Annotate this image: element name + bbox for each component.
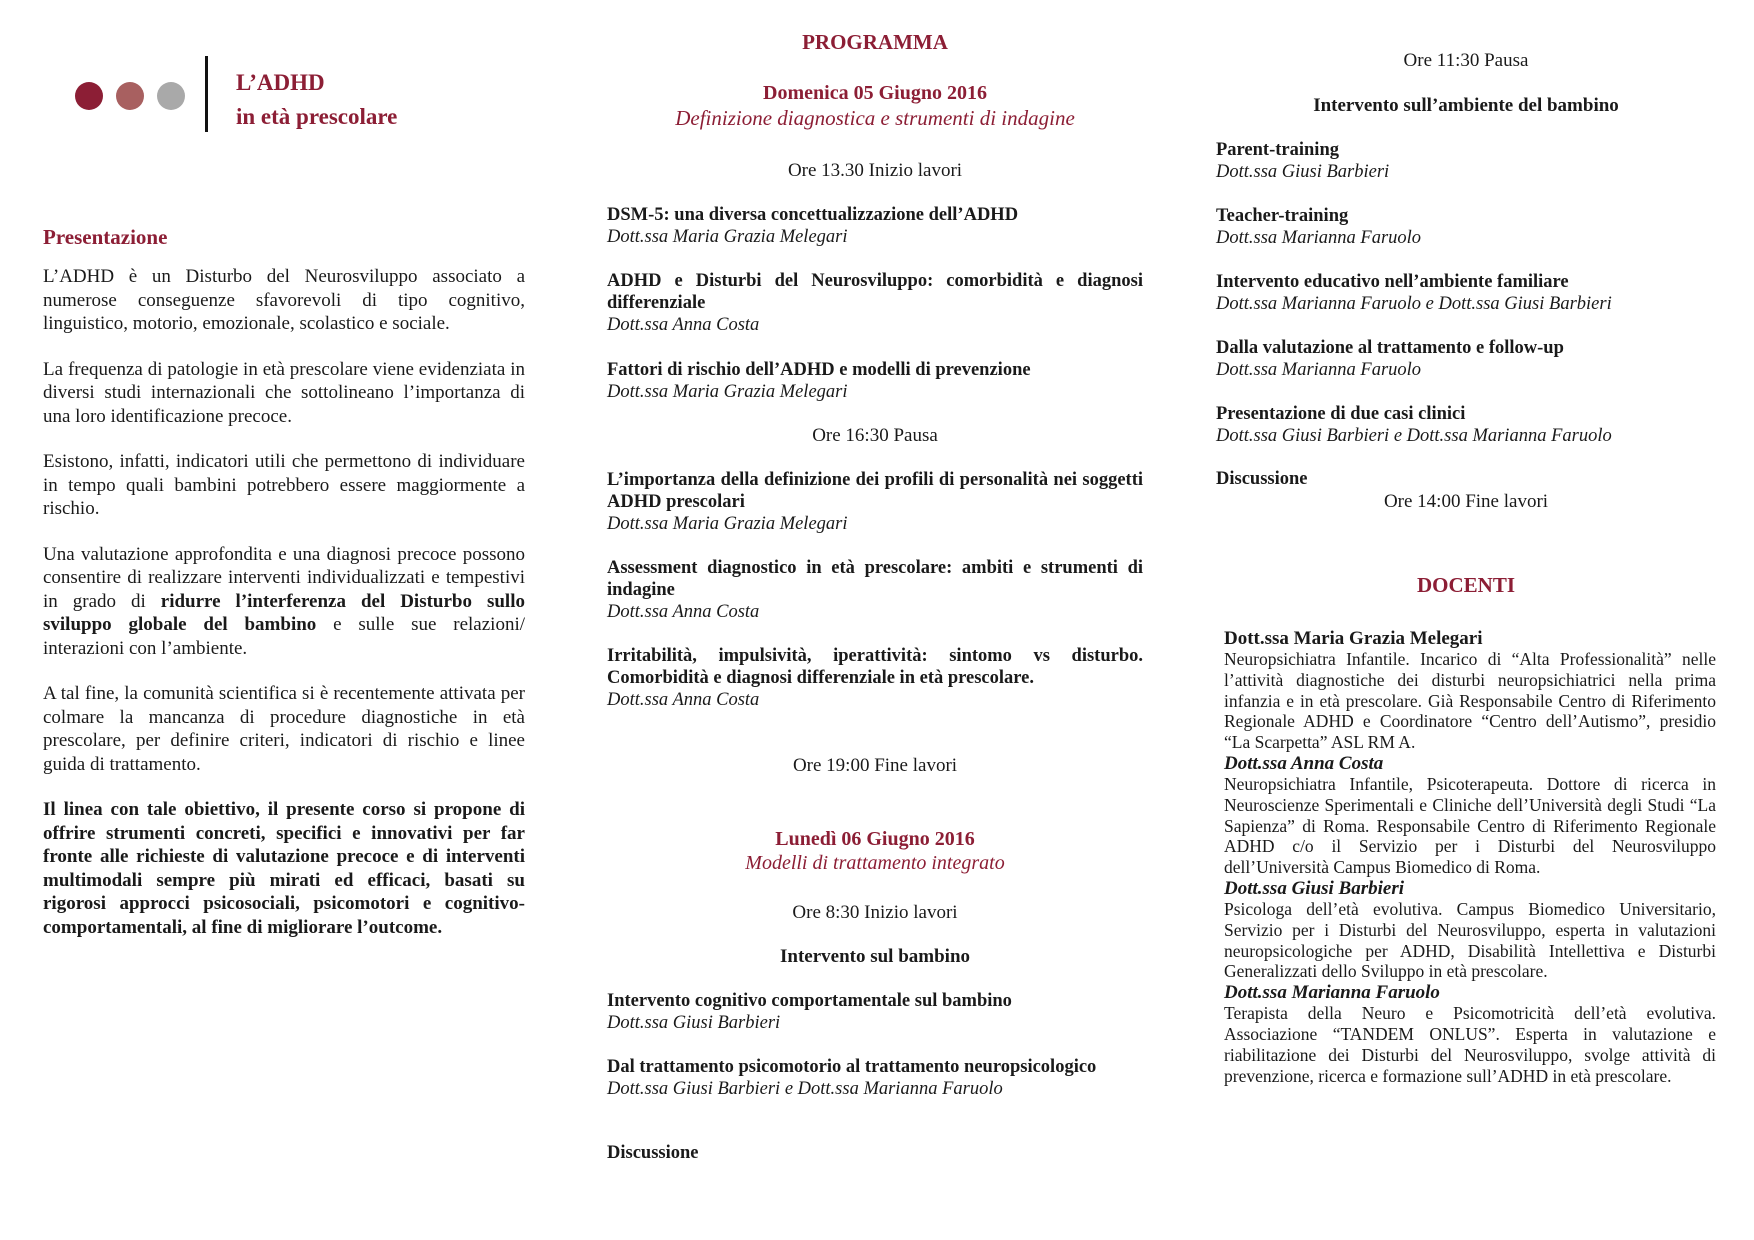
header-logo xyxy=(75,56,495,132)
day2-session-2: Dal trattamento psicomotorio al trattamento neuropsicologico Dott.ssa Giusi Barbieri e Dott.ssa Marianna Faruolo xyxy=(607,1057,1097,1099)
day1-end: Ore 19:00 Fine lavori xyxy=(792,755,958,776)
day2-section-bambino: Intervento sul bambino xyxy=(779,946,971,967)
day1-session-1: DSM-5: una diversa concettualizzazione dell’ADHD Dott.ssa Maria Grazia Melegari xyxy=(607,205,1019,247)
docente-entry: Dott.ssa Marianna Faruolo Terapista della Neuro e Psicomotricità dell’età evolutiva. Associazione “TANDEM ONLUS”. Esperta in valutazione e riabilitazione dei Disturbi del Neurosviluppo, svolge attività di prevenzione, ricerca e formazione sull’ADHD in età prescolare. xyxy=(1224,982,1716,1086)
programma-heading: PROGRAMMA xyxy=(802,30,948,54)
day2-discussion-2: Discussione xyxy=(1216,469,1308,489)
day2-session-1: Intervento cognitivo comportamentale sul bambino Dott.ssa Giusi Barbieri xyxy=(607,991,1012,1033)
day2-session-3: Parent-training Dott.ssa Giusi Barbieri xyxy=(1216,140,1390,182)
paragraph-5: A tal fine, la comunità scientifica si è recentemente attivata per colmare la mancanza di procedure diagnostiche in età prescolare, per definire criteri, indicatori di rischio e linee guida di trattamento. xyxy=(43,683,525,775)
day2-end: Ore 14:00 Fine lavori xyxy=(1383,491,1549,512)
paragraph-6: Il linea con tale obiettivo, il presente corso si propone di offrire strumenti concreti, specifici e innovativi per far fronte alle richieste di valutazione precoce e di interventi multimodali sempre più mirati ed efficaci, basati su rigorosi approcci psicosociali, psicomotori e cognitivo-comportamentali, al fine di migliorare l’outcome. xyxy=(43,799,525,938)
day1-subtitle: Definizione diagnostica e strumenti di indagine xyxy=(675,106,1075,130)
docenti-heading: DOCENTI xyxy=(1416,573,1516,597)
day1-start: Ore 13.30 Inizio lavori xyxy=(787,160,963,181)
logo-dot-1 xyxy=(75,82,103,110)
logo-dot-2 xyxy=(116,82,144,110)
day2-date: Lunedì 06 Giugno 2016 xyxy=(775,828,975,850)
day2-session-7: Presentazione di due casi clinici Dott.ssa Giusi Barbieri e Dott.ssa Marianna Faruolo xyxy=(1216,404,1612,446)
day2-session-6: Dalla valutazione al trattamento e follow-up Dott.ssa Marianna Faruolo xyxy=(1216,338,1564,380)
day2-session-4: Teacher-training Dott.ssa Marianna Faruolo xyxy=(1216,206,1422,248)
logo-dot-3 xyxy=(157,82,185,110)
presentazione-body xyxy=(43,265,525,939)
day1-session-6: Irritabilità, impulsività, iperattività: sintomo vs disturbo. Comorbidità e diagnosi differenziale in età prescolare. Dott.ssa Anna Costa xyxy=(607,646,1143,710)
presentazione-heading: Presentazione xyxy=(43,225,168,249)
day1-date: Domenica 05 Giugno 2016 xyxy=(763,82,987,104)
day2-start: Ore 8:30 Inizio lavori xyxy=(792,902,958,923)
day1-session-2: ADHD e Disturbi del Neurosviluppo: comorbidità e diagnosi differenziale Dott.ssa Anna Costa xyxy=(607,271,1143,335)
logo-divider xyxy=(205,56,208,132)
docenti-list xyxy=(1224,628,1716,1086)
paragraph-1: L’ADHD è un Disturbo del Neurosviluppo associato a numerose conseguenze sfavorevoli di tipo cognitivo, linguistico, motorio, emozionale, scolastico e sociale. xyxy=(43,266,525,334)
docente-entry: Dott.ssa Giusi Barbieri Psicologa dell’età evolutiva. Campus Biomedico Universitario, Servizio per i Disturbi del Neurosviluppo, esperta in valutazioni neuropsicologiche per ADHD, Disabilità Intellettiva e Disturbi Generalizzati dello Sviluppo in età prescolare. xyxy=(1224,877,1716,982)
day1-session-4: L’importanza della definizione dei profili di personalità nei soggetti ADHD prescolari Dott.ssa Maria Grazia Melegari xyxy=(607,470,1143,534)
paragraph-4: Una valutazione approfondita e una diagnosi precoce possono consentire di realizzare interventi individualizzati e tempestivi in grado di ridurre l’interferenza del Disturbo sullo sviluppo globale del bambino e sulle sue relazioni/ interazioni con l’ambiente. xyxy=(43,543,526,659)
paragraph-2: La frequenza di patologie in età prescolare viene evidenziata in diversi studi internazionali che sottolineano l’importanza di una loro identificazione precoce. xyxy=(43,358,525,427)
day2-subtitle: Modelli di trattamento integrato xyxy=(745,852,1005,874)
page-title: L’ADHD in età prescolare xyxy=(236,70,398,129)
day1-session-5: Assessment diagnostico in età prescolare: ambiti e strumenti di indagine Dott.ssa Anna Costa xyxy=(607,558,1143,622)
day2-pause: Ore 11:30 Pausa xyxy=(1403,50,1529,71)
docente-entry: Dott.ssa Anna Costa Neuropsichiatra Infantile, Psicoterapeuta. Dottore di ricerca in Neuroscienze Sperimentali e Cliniche dell’Università degli Studi “La Sapienza” di Roma. Responsabile Centro di Riferimento Regionale ADHD c/o il Servizio per i Disturbi del Neurosviluppo dell’Università Campus Biomedico di Roma. xyxy=(1224,752,1716,878)
paragraph-3: Esistono, infatti, indicatori utili che permettono di individuare in tempo quali bambini potrebbero essere maggiormente a rischio. xyxy=(43,451,525,519)
day2-session-5: Intervento educativo nell’ambiente familiare Dott.ssa Marianna Faruolo e Dott.ssa Giusi Barbieri xyxy=(1216,272,1612,314)
day2-discussion-1: Discussione xyxy=(607,1143,699,1163)
docente-entry: Dott.ssa Maria Grazia Melegari Neuropsichiatra Infantile. Incarico di “Alta Professionalità” nelle l’attività diagnostiche dei disturbi neuropsichiatrici nella prima infanzia e in età prescolare. Già Responsabile Centro di Riferimento Regionale ADHD e Coordinatore “Centro dell’Autismo”, presidio “La Scarpetta” ASL RM A. xyxy=(1224,628,1716,753)
day1-pause: Ore 16:30 Pausa xyxy=(812,425,938,446)
day2-section-ambiente: Intervento sull’ambiente del bambino xyxy=(1313,95,1619,116)
day1-session-3: Fattori di rischio dell’ADHD e modelli di prevenzione Dott.ssa Maria Grazia Melegari xyxy=(607,360,1031,402)
